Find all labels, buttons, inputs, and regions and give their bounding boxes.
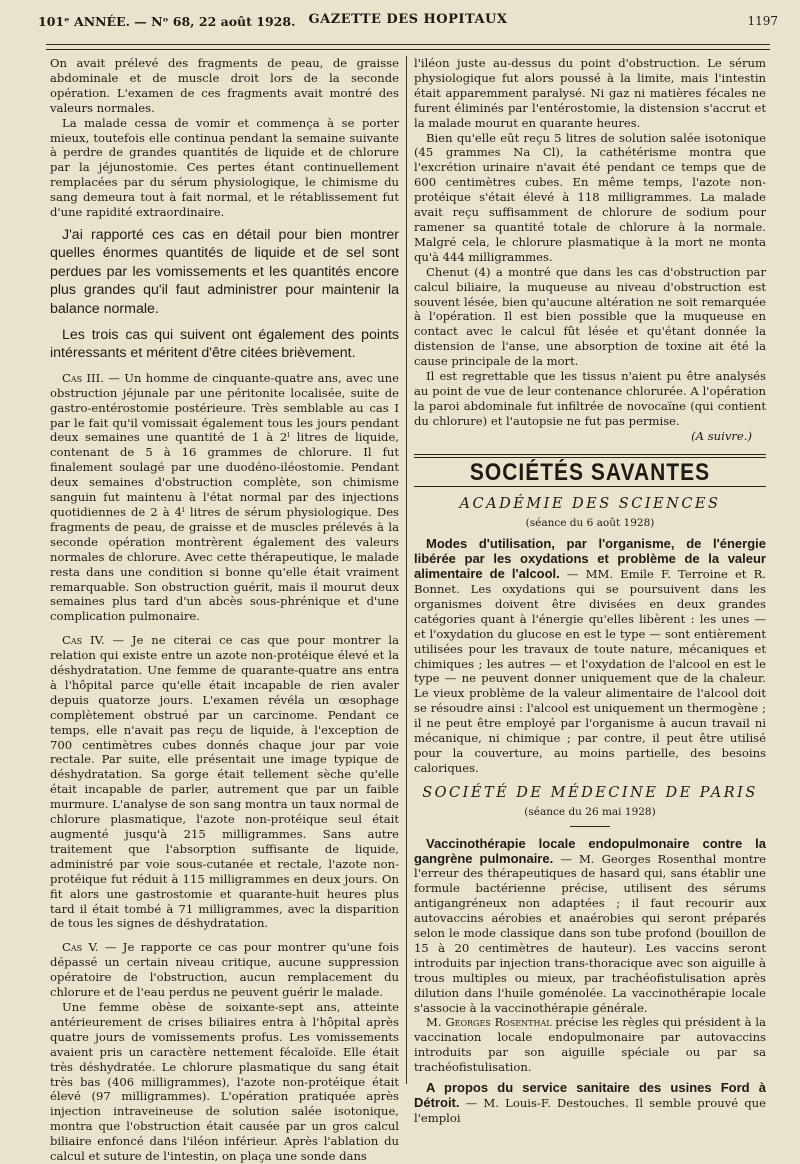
article-authors: — M. Louis-F. Destouches. [459, 1096, 629, 1110]
paragraph: Bien qu'elle eût reçu 5 litres de solution salée isotonique (45 grammes Na Cl), la cathétérisme montra que l'excrétion urinaire n'avait été pendant ce temps que de 600 centimètres cubes. En même temps, l'azote non-protéique s'était élevé à 118 milligrammes. La malade avait reçu suffisamment de chlorure de sodium pour ramener sa quantité totale de chlorure à la normale. Malgré cela, le chlorure plasmatique à la mort ne monta qu'à 444 milligrammes. [414, 130, 766, 264]
issue-info: 101ᵉ ANNÉE. — Nᵒ 68, 22 août 1928. [38, 14, 296, 29]
article-headline: A propos du service sanitaire des usines Ford à Détroit. [414, 1080, 766, 1110]
case-paragraph [50, 940, 399, 1000]
article-authors: — M. Georges Rosenthal [553, 851, 717, 866]
header-rule [46, 44, 770, 50]
emphasis-paragraph: J'ai rapporté ces cas en détail pour bien montrer quelles énormes quantités de liquide et de sel sont perdues par les vomissements et les quantités encore plus grandes qu'il faut administrer pour maintenir la balance normale. [50, 226, 399, 317]
article [414, 1081, 766, 1126]
section-subrule [414, 486, 766, 487]
case-label: Cas V. [62, 940, 99, 955]
left-column [50, 56, 399, 1164]
column-divider [406, 56, 407, 1084]
section-title: SOCIÉTÉS SAVANTES [469, 458, 711, 486]
running-header [38, 10, 778, 32]
to-be-continued: (A suivre.) [691, 428, 752, 443]
case-label: Cas III. [62, 370, 104, 385]
section-rule [414, 454, 766, 458]
article-headline: Vaccinothérapie locale endopulmonaire contre la gangrène pulmonaire. [414, 835, 766, 866]
article [414, 537, 766, 776]
article-text: précise les règles qui président à la vaccination locale endopulmonaire par autovaccins introduits par son aiguille spéciale ou par sa trachéofistulisation. [414, 1015, 766, 1075]
case-text: — Un homme de cinquante-quatre ans, avec une obstruction jéjunale par une péritonite localisée, suite de gastro-entérostomie postérieure. Très semblable au cas I par le fait qu'il vomissait également tous les jours pendant deux semaines une quantité de 1 à 2ˡ litres de liquide, contenant de 5 à 16 grammes de chlorure. Il fut finalement soulagé par une duodéno-iléostomie. Pendant deux semaines d'obstruction complète, son chimisme sanguin fut maintenu à l'état normal par des injections quotidiennes de 2 à 4ˡ litres de sérum physiologique. Des fragments de peau, de graisse et de muscles prélevés à la seconde opération montrèrent également des valeurs normales de chlorure. Avec cette thérapeutique, le malade resta dans une condition si bonne qu'elle était vraiment remarquable. Son obstruction guérit, mais il mourut deux semaines plus tard d'un abcès sous-phrénique et d'une complication pulmonaire. [50, 370, 399, 624]
journal-title: GAZETTE DES HOPITAUX [308, 12, 508, 27]
case-text: — Je rapporte ce cas pour montrer qu'une fois dépassé un certain niveau critique, aucune suppression opératoire de l'obstruction, aucun remplacement du chlorure et de l'eau perdus ne peuvent guérir le malade. [50, 940, 399, 1000]
session-date: (séance du 6 août 1928) [525, 517, 655, 530]
case-label: Cas IV. [62, 633, 105, 648]
case-paragraph [50, 371, 399, 624]
short-rule [570, 826, 610, 827]
society-name: SOCIÉTÉ DE MÉDECINE DE PARIS [422, 784, 758, 801]
session-date: (séance du 26 mai 1928) [524, 805, 656, 818]
case-paragraph [50, 633, 399, 931]
case-text: — Je ne citerai ce cas que pour montrer la relation qui existe entre un azote non-protéique élevé et la déshydratation. Une femme de quarante-quatre ans entra à l'hôpital parce qu'elle était incapable de rien avaler depuis quatorze jours. L'examen révéla un œsophage complètement obstrué par un carcinome. Pendant ce temps, elle n'avait pas reçu de liquide, à l'exception de 700 centimètres cubes donnés chaque jour par voie rectale. Par suite, elle présentait une image typique de déshydratation. Sa gorge était tellement sèche qu'elle était incapable de parler, autrement que par un faible murmure. L'analyse de son sang montra un taux normal de chlorure plasmatique, l'azote non-protéique seul était augmenté jusqu'à 215 milligrammes. Sans autre traitement que l'absorption suffisante de liquide, administré par voie sous-cutanée et rectale, l'azote non-protéique fut réduit à 115 milligrammes en deux jours. On fit alors une gastrostomie et quarante-huit heures plus tard il était tombé à 71 milligrammes, avec la disparition de tous les signes de déshydratation. [50, 633, 399, 931]
society-name: ACADÉMIE DES SCIENCES [459, 496, 721, 513]
paragraph: l'iléon juste au-dessus du point d'obstruction. Le sérum physiologique fut alors poussé à la limite, mais l'intestin était apparemment paralysé. Ni gaz ni matières fécales ne furent éliminés par l'entérostomie, la distension s'accrut et la malade mourut en quarante heures. [414, 56, 766, 130]
paragraph: On avait prélevé des fragments de peau, de graisse abdominale et de muscle droit lors de la seconde opération. L'examen de ces fragments avait montré des valeurs normales. [50, 56, 399, 115]
article-text: montre l'erreur des thérapeutiques de hasard qui, sans établir une formule bactérienne précise, utilisent des sérums antigangréneux non adaptées ; il faut recourir aux autovaccins aérobies et anaérobies qui seront préparés selon le mode classique dans son tube profond (bouillon de 15 à 20 centimètres de hauteur). Les vaccins seront introduits par injection trans-thoracique avec son aiguille à trous multiples ou mieux, par trachéofistulisation après dilution dans l'huile goménolée. La vaccinothérapie locale s'associe à la vaccinothérapie générale. [414, 851, 766, 1015]
article-headline: Modes d'utilisation, par l'organisme, de l'énergie libérée par les oxydations et problème de la valeur alimentaire de l'alcool. [414, 536, 766, 582]
paragraph: Une femme obèse de soixante-sept ans, atteinte antérieurement de crises biliaires entra à l'hôpital après quatre jours de vomissements profus. Les vomissements avaient pris un caractère nettement fécaloïde. Elle était très déshydratée. Le chlorure plasmatique du sang était très bas (406 milligrammes), l'azote non-protéique était élevé (97 milligrammes). L'opération pratiquée après injection intraveineuse de solution salée isotonique, montra que l'obstruction était causée par un gros calcul biliaire enfoncé dans l'iléon inférieur. Après l'ablation du calcul et suture de l'intestin, on plaça une sonde dans [50, 999, 399, 1164]
article-text: Les oxydations qui se poursuivent dans les organismes doivent être divisées en deux grandes catégories quant à l'énergie qu'elles libèrent : les unes — et l'oxydation du glucose en est le type — sont entièrement utilisées pour les travaux de toute nature, mécaniques et chimiques ; les autres — et l'oxydation de l'alcool en est le type — ne peuvent donner uniquement que de la chaleur. Le vieux problème de la valeur alimentaire de l'alcool doit se résoudre ainsi : l'alcool est uniquement un thermogène ; il ne peut être employé par l'organisme à aucun travail ni mécanique, ni chimique ; par contre, il peut être utilisé pour la couverture, au moins partielle, des besoins caloriques. [414, 582, 766, 775]
author-name: M. Georges Rosenthal [426, 1015, 552, 1030]
emphasis-paragraph: Les trois cas qui suivent ont également des points intéressants et méritent d'être citées brièvement. [50, 327, 399, 362]
paragraph: Chenut (4) a montré que dans les cas d'obstruction par calcul biliaire, la muqueuse au niveau d'obstruction est souvent lésée, bien qu'aucune altération ne soit remarquée à l'opération. Il est bien possible que la muqueuse en contact avec le calcul fût lésée et qu'étant donnée la distension de l'anse, une absorption de toxine ait été la cause principale de la mort. [414, 264, 766, 369]
article [414, 837, 766, 1016]
article-authors: — MM. Emile F. Terroine et R. Bonnet. [414, 567, 766, 596]
paragraph: Il est regrettable que les tissus n'aient pu être analysés au point de vue de leur contenance chlorurée. A l'opération la paroi abdominale fut infiltrée de novocaïne (qui contient du chlorure) et l'autopsie ne fut pas permise. [414, 369, 766, 428]
article-text: Il semble prouvé que l'emploi [414, 1096, 766, 1125]
paragraph: La malade cessa de vomir et commença à se porter mieux, toutefois elle continua pendant la semaine suivante à perdre de grandes quantités de liquide et de chlorure par la jéjunostomie. Ces pertes étant continuellement remplacées par du sérum physiologique, le chimisme du sang demeura tout à fait normal, et le rétablissement fut d'une rapidité extraordinaire. [50, 115, 399, 220]
paragraph [414, 1015, 766, 1075]
page-number: 1197 [747, 14, 778, 28]
right-column [414, 56, 766, 1126]
